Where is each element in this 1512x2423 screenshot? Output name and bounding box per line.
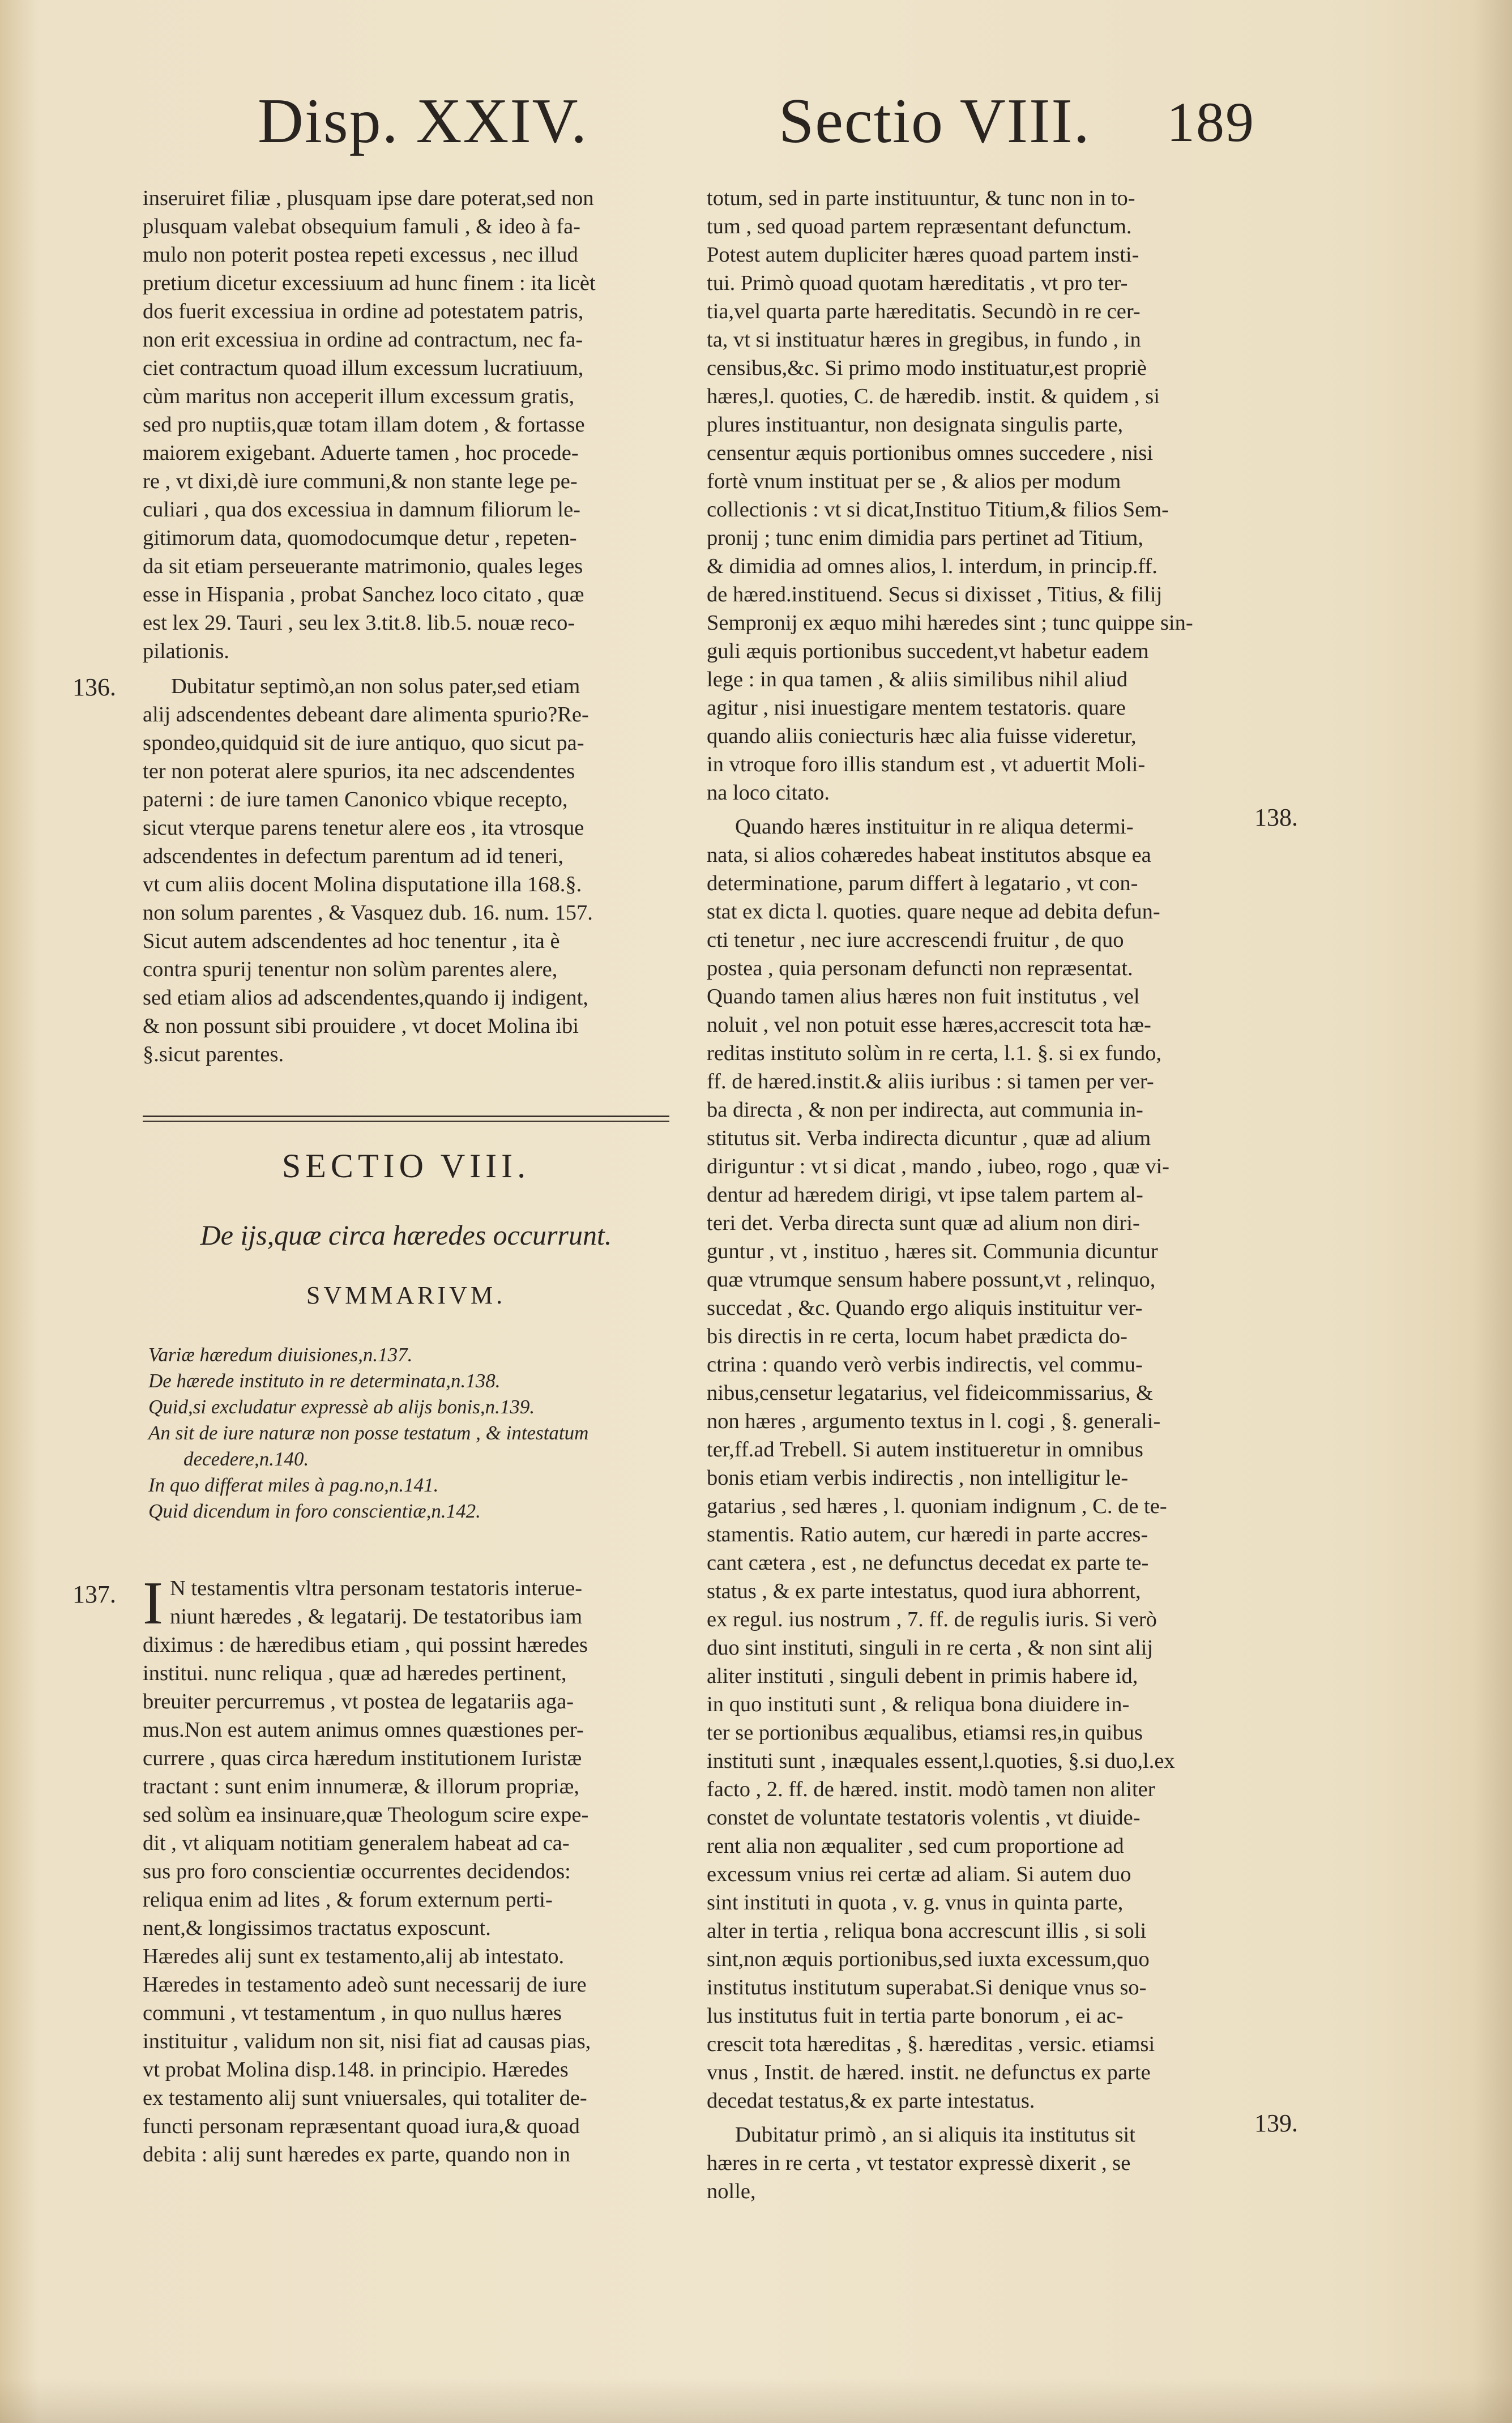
text-line: culiari , qua dos excessiua in damnum filiorum le- xyxy=(143,498,581,522)
page-bottom-shadow xyxy=(0,2378,1512,2423)
text-line: tractant : sunt enim innumeræ, & illorum propriæ, xyxy=(143,1775,579,1798)
text-line: duo sint instituti, singuli in re certa , & non sint alij xyxy=(707,1636,1154,1660)
text-line: ex regul. ius nostrum , 7. ff. de regulis iuris. Si verò xyxy=(707,1608,1157,1631)
text-line: cùm maritus non acceperit illum excessum gratis, xyxy=(143,384,575,408)
text-line: nata, si alios cohæredes habeat institutos absque ea xyxy=(707,843,1151,867)
text-line: tui. Primò quoad quotam hæreditatis , vt pro ter- xyxy=(707,271,1128,295)
text-line: instituti sunt , inæquales essent,l.quoties, §.si duo,l.ex xyxy=(707,1749,1175,1773)
paragraph-137 xyxy=(143,1570,669,2169)
text-line: na loco citato. xyxy=(707,781,830,805)
text-line: cant cætera , est , ne defunctus decedat ex parte te- xyxy=(707,1551,1149,1575)
text-line: Sicut autem adscendentes ad hoc tenentur , ita è xyxy=(143,929,560,953)
text-line: ex testamento alij sunt vniuersales, qui totaliter de- xyxy=(143,2086,587,2110)
paragraph-136 xyxy=(143,672,669,1069)
text-line: hæres in re certa , vt testator expressè dixerit , se xyxy=(707,2151,1131,2175)
text-line: nibus,censetur legatarius, vel fideicommissarius, & xyxy=(707,1381,1153,1405)
text-line: & non possunt sibi prouidere , vt docet Molina ibi xyxy=(143,1014,579,1038)
drop-cap: I xyxy=(143,1570,163,1637)
text-line: bis directis in re certa, locum habet prædicta do- xyxy=(707,1324,1128,1348)
text-line: Quando tamen alius hæres non fuit institutus , vel xyxy=(707,985,1140,1008)
text-line: cti tenetur , nec iure accrescendi fruitur , de quo xyxy=(707,928,1124,952)
text-line: N testamentis vltra personam testatoris interue- xyxy=(169,1576,583,1600)
text-line: guntur , vt , instituo , hæres sit. Communia dicuntur xyxy=(707,1240,1158,1263)
text-line: instituitur , validum non sit, nisi fiat ad causas pias, xyxy=(143,2029,591,2053)
text-line: decedat testatus,& ex parte intestatus. xyxy=(707,2089,1035,2113)
text-line: gatarius , sed hæres , l. quoniam indignum , C. de te- xyxy=(707,1494,1167,1518)
text-line: & dimidia ad omnes alios, l. interdum, in princip.ff. xyxy=(707,554,1158,578)
section-subtitle: De ijs,quæ circa hæredes occurrunt. xyxy=(200,1219,612,1251)
right-column xyxy=(707,184,1233,2206)
summary-item: De hærede instituto in re determinata,n.138. xyxy=(148,1370,501,1392)
text-line: spondeo,quidquid sit de iure antiquo, quo sicut pa- xyxy=(143,731,584,755)
header-section: Sectio VIII. xyxy=(779,86,1091,156)
summary-item: An sit de iure naturæ non posse testatum , & intestatum xyxy=(148,1422,589,1444)
text-line: ter non poterat alere spurios, ita nec adscendentes xyxy=(143,759,575,783)
text-line: de hæred.instituend. Secus si dixisset , Titius, & filij xyxy=(707,583,1163,606)
text-line: ta, vt si instituatur hæres in gregibus, in fundo , in xyxy=(707,328,1141,352)
text-line: quando aliis coniecturis hæc alia fuisse videretur, xyxy=(707,724,1137,748)
text-line: inseruiret filiæ , plusquam ipse dare poterat,sed non xyxy=(143,186,594,210)
summary-item: Quid,si excludatur expressè ab alijs bonis,n.139. xyxy=(148,1396,535,1418)
text-line: bonis etiam verbis indirectis , non intelligitur le- xyxy=(707,1466,1129,1490)
text-line: totum, sed in parte instituuntur, & tunc non in to- xyxy=(707,186,1135,210)
text-line: rent alia non æqualiter , sed cum proportione ad xyxy=(707,1834,1124,1858)
text-line: breuiter percurremus , vt postea de legatariis aga- xyxy=(143,1690,574,1713)
text-line: institui. nunc reliqua , quæ ad hæredes pertinent, xyxy=(143,1661,567,1685)
text-line: pretium dicetur excessiuum ad hunc finem : ita licèt xyxy=(143,271,596,295)
text-line: vt probat Molina disp.148. in principio. Hæredes xyxy=(143,2058,569,2082)
text-line: sicut vterque parens tenetur alere eos , ita vtrosque xyxy=(143,816,584,840)
text-line: re , vt dixi,dè iure communi,& non stante lege pe- xyxy=(143,469,578,493)
text-line: sint,non æquis portionibus,sed iuxta excessum,quo xyxy=(707,1947,1150,1971)
text-line: teri det. Verba directa sunt quæ ad alium non diri- xyxy=(707,1211,1140,1235)
text-line: facto , 2. ff. de hæred. instit. modò tamen non aliter xyxy=(707,1777,1155,1801)
text-line: ciet contractum quoad illum excessum lucratiuum, xyxy=(143,356,584,380)
text-line: vnus , Instit. de hæred. instit. ne defunctus ex parte xyxy=(707,2061,1151,2084)
text-line: niunt hæredes , & legatarij. De testatoribus iam xyxy=(169,1605,583,1629)
text-line: determinatione, parum differt à legatario , vt con- xyxy=(707,871,1138,895)
text-line: fortè vnum instituat per se , & alios per modum xyxy=(707,469,1121,493)
page-number: 189 xyxy=(1167,91,1255,153)
text-line: non solum parentes , & Vasquez dub. 16. num. 157. xyxy=(143,901,593,925)
summary-heading: SVMMARIVM. xyxy=(306,1281,506,1309)
text-line: reliqua enim ad lites , & forum externum perti- xyxy=(143,1888,553,1912)
margin-number-137: 137. xyxy=(72,1580,116,1608)
text-line: Hæredes alij sunt ex testamento,alij ab intestato. xyxy=(143,1945,565,1968)
text-line: gitimorum data, quomodocumque detur , repeten- xyxy=(143,526,577,550)
text-line: mus.Non est autem animus omnes quæstiones per- xyxy=(143,1718,584,1742)
text-line: Dubitatur primò , an si aliquis ita institutus sit xyxy=(735,2123,1135,2147)
text-line: tia,vel quarta parte hæreditatis. Secundò in re cer- xyxy=(707,300,1141,323)
text-line: diximus : de hæredibus etiam , qui possint hæredes xyxy=(143,1633,588,1657)
summary-item: Quid dicendum in foro conscientiæ,n.142. xyxy=(148,1500,481,1522)
text-line: maiorem exigebant. Aduerte tamen , hoc procede- xyxy=(143,441,579,465)
text-line: nolle, xyxy=(707,2180,756,2203)
summary-item: Variæ hæredum diuisiones,n.137. xyxy=(148,1344,413,1366)
text-line: mulo non poterit postea repeti excessus , nec illud xyxy=(143,243,578,267)
text-line: guli æquis portionibus succedent,vt habetur eadem xyxy=(707,639,1149,663)
text-line: currere , quas circa hæredum institutionem Iuristæ xyxy=(143,1746,582,1770)
text-line: alij adscendentes debeant dare alimenta spurio?Re- xyxy=(143,703,589,727)
text-line: reditas instituto solùm in re certa, l.1. §. si ex fundo, xyxy=(707,1041,1162,1065)
paragraph-137-lines xyxy=(143,1570,669,2169)
text-line: sed etiam alios ad adscendentes,quando ij indigent, xyxy=(143,986,588,1010)
text-line: tum , sed quoad partem repræsentant defunctum. xyxy=(707,215,1132,238)
text-line: status , & ex parte intestatus, quod iura abhorrent, xyxy=(707,1579,1141,1603)
margin-number-136: 136. xyxy=(72,673,116,701)
text-line: aliter instituti , singuli debent in primis habere id, xyxy=(707,1664,1138,1688)
text-line: ctrina : quando verò verbis indirectis, vel commu- xyxy=(707,1353,1143,1377)
margin-number-138: 138. xyxy=(1254,804,1298,831)
text-line: adscendentes in defectum parentum ad id teneri, xyxy=(143,844,563,868)
text-line: Hæredes in testamento adeò sunt necessarij de iure xyxy=(143,1973,587,1997)
paragraph-138 xyxy=(707,813,1233,2115)
text-line: alter in tertia , reliqua bona accrescunt illis , si soli xyxy=(707,1919,1147,1943)
text-line: stitutus sit. Verba indirecta dicuntur , quæ ad alium xyxy=(707,1126,1151,1150)
text-line: hæres,l. quoties, C. de hæredib. instit. & quidem , si xyxy=(707,384,1160,408)
text-line: debita : alij sunt hæredes ex parte, quando non in xyxy=(143,2143,570,2166)
text-line: crescit tota hæreditas , §. hæreditas , versic. etiamsi xyxy=(707,2032,1155,2056)
text-line: institutus institutum superabat.Si denique vnus so- xyxy=(707,1976,1147,1999)
left-column-top xyxy=(143,184,669,1069)
text-line: ba directa , & non per indirecta, aut communia in- xyxy=(707,1098,1143,1122)
summary-list xyxy=(148,1342,669,1524)
text-line: esse in Hispania , probat Sanchez loco citato , quæ xyxy=(143,583,584,606)
text-line: collectionis : vt si dicat,Instituo Titium,& filios Sem- xyxy=(707,498,1169,522)
text-line: functi personam repræsentant quoad iura,& quoad xyxy=(143,2114,580,2138)
text-line: sed solùm ea insinuare,quæ Theologum scire expe- xyxy=(143,1803,589,1827)
text-line: sint instituti in quota , v. g. vnus in quinta parte, xyxy=(707,1891,1124,1915)
margin-number-139: 139. xyxy=(1254,2109,1298,2137)
header-disputation: Disp. XXIV. xyxy=(258,86,588,156)
text-line: pronij ; tunc enim dimidia pars pertinet ad Titium, xyxy=(707,526,1143,550)
text-line: sed pro nuptiis,quæ totam illam dotem , & fortasse xyxy=(143,413,585,437)
text-line: excessum vnius rei certæ ad aliam. Si autem duo xyxy=(707,1862,1131,1886)
text-line: paterni : de iure tamen Canonico vbique recepto, xyxy=(143,788,568,811)
summary-item: In quo differat miles à pag.no,n.141. xyxy=(148,1474,439,1496)
text-line: diriguntur : vt si dicat , mando , iubeo, rogo , quæ vi- xyxy=(707,1155,1169,1178)
text-line: censentur æquis portionibus omnes succedere , nisi xyxy=(707,441,1154,465)
text-line: noluit , vel non potuit esse hæres,accrescit tota hæ- xyxy=(707,1013,1151,1037)
text-line: est lex 29. Tauri , seu lex 3.tit.8. lib.5. nouæ reco- xyxy=(143,611,575,635)
text-line: sus pro foro conscientiæ occurrentes decidendos: xyxy=(143,1860,571,1883)
text-line: in vtroque foro illis standum est , vt aduertit Moli- xyxy=(707,753,1146,776)
paragraph-135-continuation xyxy=(143,184,669,665)
text-line: agitur , nisi inuestigare mentem testatoris. quare xyxy=(707,696,1126,720)
text-line: ter,ff.ad Trebell. Si autem institueretur in omnibus xyxy=(707,1438,1143,1462)
text-line: Quando hæres instituitur in re aliqua determi- xyxy=(735,815,1134,839)
section-divider xyxy=(143,1116,669,1122)
section-heading: SECTIO VIII. xyxy=(281,1147,531,1185)
paragraph-139 xyxy=(707,2121,1233,2206)
text-line: constet de voluntate testatoris volentis , vt diuide- xyxy=(707,1806,1141,1830)
text-line: §.sicut parentes. xyxy=(143,1042,284,1066)
text-line: postea , quia personam defuncti non repræsentat. xyxy=(707,956,1133,980)
text-line: Dubitatur septimò,an non solus pater,sed etiam xyxy=(171,674,580,698)
text-line: in quo instituti sunt , & reliqua bona diuidere in- xyxy=(707,1693,1130,1716)
text-line: stat ex dicta l. quoties. quare neque ad debita defun- xyxy=(707,900,1160,924)
text-line: contra spurij tenentur non solùm parentes alere, xyxy=(143,958,558,981)
text-line: stamentis. Ratio autem, cur hæredi in parte accres- xyxy=(707,1523,1148,1546)
paragraph-137-continuation xyxy=(707,184,1233,807)
text-line: Sempronij ex æquo mihi hæredes sint ; tunc quippe sin- xyxy=(707,611,1193,635)
text-line: communi , vt testamentum , in quo nullus hæres xyxy=(143,2001,562,2025)
text-line: non hæres , argumento textus in l. cogi , §. generali- xyxy=(707,1409,1161,1433)
text-line: Potest autem dupliciter hæres quoad partem insti- xyxy=(707,243,1139,267)
text-line: non erit excessiua in ordine ad contractum, nec fa- xyxy=(143,328,583,352)
text-line: quæ vtrumque sensum habere possunt,vt , relinquo, xyxy=(707,1268,1156,1292)
text-line: ter se portionibus æqualibus, etiamsi res,in quibus xyxy=(707,1721,1143,1745)
summary-item: decedere,n.140. xyxy=(183,1448,309,1470)
text-line: censibus,&c. Si primo modo instituatur,est propriè xyxy=(707,356,1147,380)
text-line: ff. de hæred.instit.& aliis iuribus : si tamen per ver- xyxy=(707,1070,1154,1093)
text-line: dit , vt aliquam notitiam generalem habeat ad ca- xyxy=(143,1831,570,1855)
page-edge-shadow xyxy=(1472,0,1512,2423)
text-line: nent,& longissimos tractatus exposcunt. xyxy=(143,1916,491,1940)
text-line: pilationis. xyxy=(143,639,229,663)
text-line: dos fuerit excessiua in ordine ad potestatem patris, xyxy=(143,300,584,323)
text-line: lege : in qua tamen , & aliis similibus nihil aliud xyxy=(707,668,1128,691)
text-line: vt cum aliis docent Molina disputatione illa 168.§. xyxy=(143,873,582,896)
text-line: plusquam valebat obsequium famuli , & ideo à fa- xyxy=(143,215,581,238)
text-line: da sit etiam perseuerante matrimonio, quales leges xyxy=(143,554,583,578)
text-line: succedat , &c. Quando ergo aliquis instituitur ver- xyxy=(707,1296,1143,1320)
text-line: dentur ad hæredem dirigi, vt ipse talem partem al- xyxy=(707,1183,1143,1207)
text-line: plures instituantur, non designata singulis parte, xyxy=(707,413,1124,437)
running-head xyxy=(0,85,1512,176)
text-line: lus institutus fuit in tertia parte bonorum , ei ac- xyxy=(707,2004,1124,2028)
